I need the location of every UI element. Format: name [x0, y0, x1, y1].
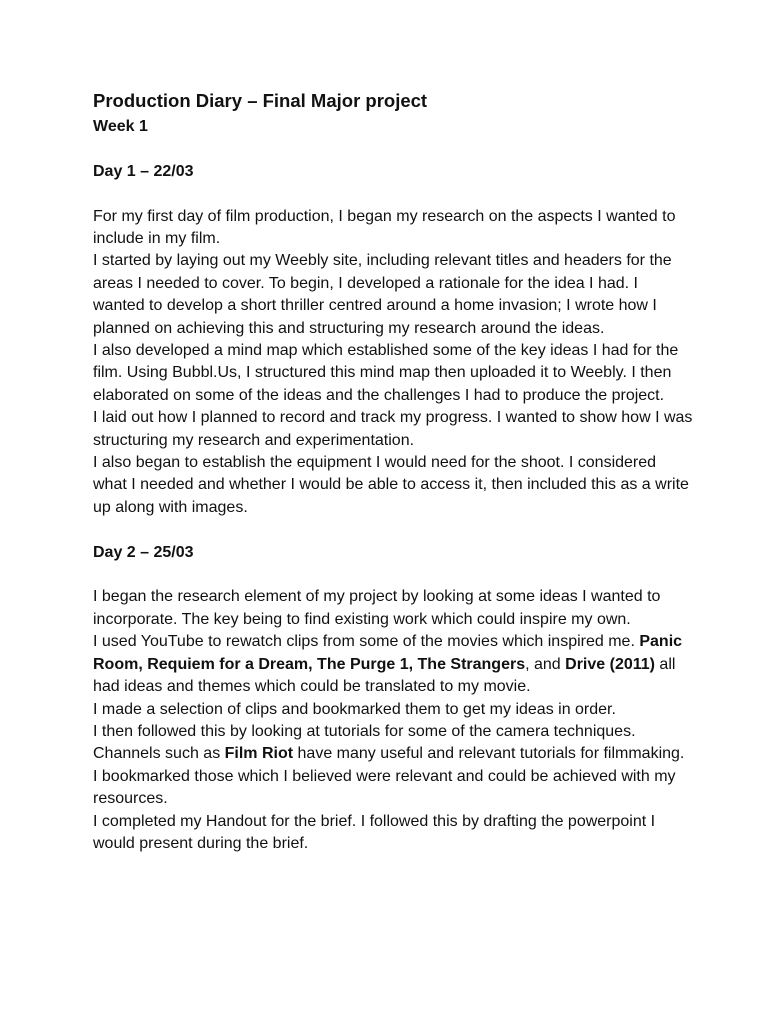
inspiration-film-drive: Drive (2011) — [565, 655, 655, 673]
day-2-paragraph-1: I began the research element of my project by looking at some ideas I wanted to incorporate. The key being to find existing work which could inspire my own. — [93, 588, 661, 628]
day-1-paragraph-2: I started by laying out my Weebly site, including relevant titles and headers for the areas I needed to cover. To begin, I developed a rationale for the idea I had. I wanted to develop a short thriller centred around a home invasion; I wrote how I planned on achieving this and structuring my research around the ideas. — [93, 252, 672, 337]
day-2-clips-paragraph: I made a selection of clips and bookmarked them to get my ideas in order. — [93, 700, 616, 718]
day-2-section — [93, 542, 693, 856]
day-2-heading: Day 2 – 25/03 — [93, 543, 194, 561]
tutorial-lead: I then followed this by looking at tutorials for some of the camera techniques. Channels such as — [93, 722, 636, 763]
inspiration-joiner: , and — [525, 655, 566, 673]
day-2-inspiration-paragraph — [93, 631, 693, 698]
day-1-paragraph-3: I also developed a mind map which established some of the key ideas I had for the film. Using Bubbl.Us, I structured this mind map then uploaded it to Weebly. I then elaborated on some of the ideas and the challenges I had to produce the project. — [93, 342, 679, 404]
day-1-heading: Day 1 – 22/03 — [93, 162, 194, 180]
day-2-closing-paragraph: I completed my Handout for the brief. I followed this by drafting the powerpoint I would present during the brief. — [93, 812, 656, 852]
day-1-paragraph-1: For my first day of film production, I began my research on the aspects I wanted to include in my film. — [93, 207, 676, 247]
day-1-section — [93, 161, 693, 519]
tutorial-tail: have many useful and relevant tutorials for filmmaking. I bookmarked those which I believed were relevant and could be achieved with my resources. — [93, 745, 685, 808]
tutorial-channel: Film Riot — [224, 745, 294, 763]
week-heading: Week 1 — [93, 118, 148, 135]
day-1-paragraph-4: I laid out how I planned to record and track my progress. I wanted to show how I was structuring my research and experimentation. — [93, 409, 693, 449]
inspiration-lead: I used YouTube to rewatch clips from some of the movies which inspired me. — [93, 633, 640, 651]
document-page — [93, 88, 693, 855]
day-1-paragraph-5: I also began to establish the equipment I would need for the shoot. I considered what I needed and whether I would be able to access it, then included this as a write up along with images. — [93, 454, 689, 516]
document-title: Production Diary – Final Major project — [93, 90, 428, 111]
day-2-tutorial-paragraph — [93, 721, 693, 811]
inspiration-films-list: Panic Room, Requiem for a Dream, The Purge 1, The Strangers — [93, 633, 683, 673]
inspiration-tail: all had ideas and themes which could be translated to my movie. — [93, 655, 676, 696]
